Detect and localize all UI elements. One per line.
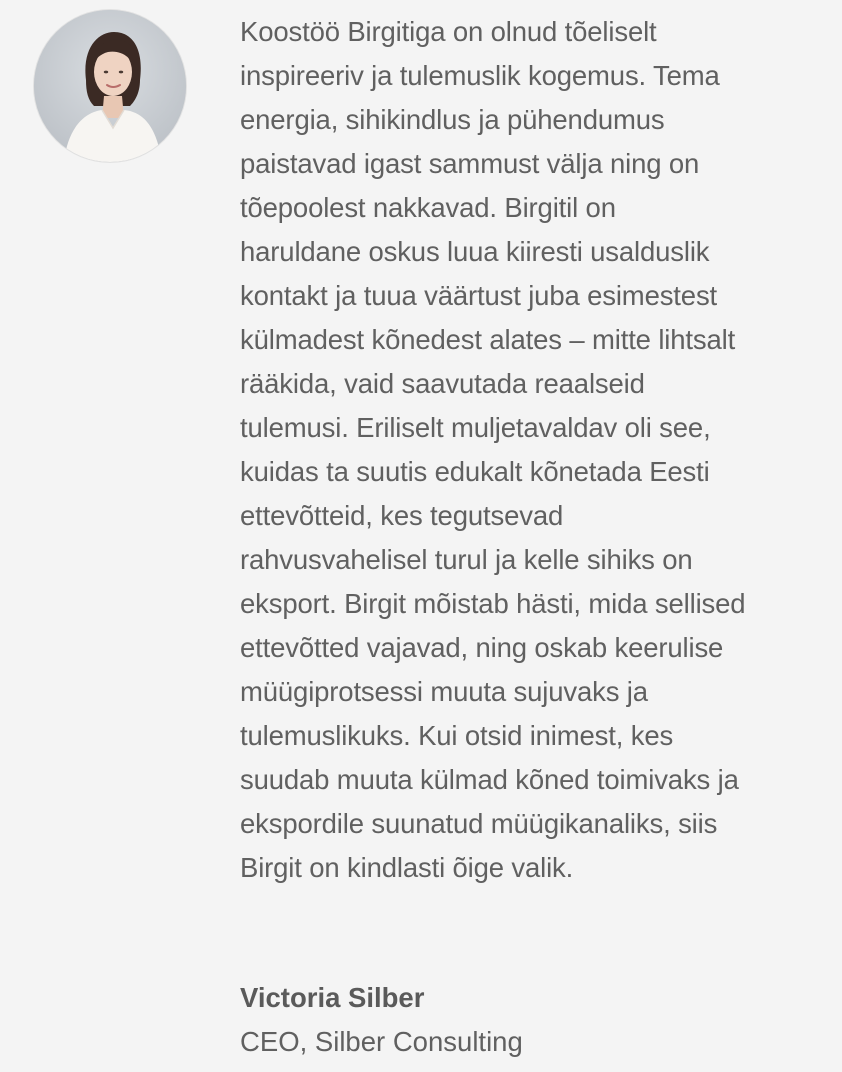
- quote-line: ekspordile suunatud müügikanaliks, siis: [240, 808, 718, 839]
- quote-line: ettevõtteid, kes tegutsevad: [240, 500, 564, 531]
- quote-line: kuidas ta suutis edukalt kõnetada Eesti: [240, 456, 710, 487]
- quote-line: Koostöö Birgitiga on olnud tõeliselt: [240, 16, 657, 47]
- avatar: [34, 10, 186, 162]
- testimonial-quote: [240, 10, 830, 890]
- quote-line: energia, sihikindlus ja pühendumus: [240, 104, 665, 135]
- quote-line: Birgit on kindlasti õige valik.: [240, 852, 574, 883]
- quote-line: külmadest kõnedest alates – mitte lihtsalt: [240, 324, 736, 355]
- quote-line: tulemusi. Eriliselt muljetavaldav oli see,: [240, 412, 711, 443]
- quote-line: tulemuslikuks. Kui otsid inimest, kes: [240, 720, 674, 751]
- quote-line: kontakt ja tuua väärtust juba esimestest: [240, 280, 718, 311]
- quote-line: suudab muuta külmad kõned toimivaks ja: [240, 764, 739, 795]
- quote-line: eksport. Birgit mõistab hästi, mida sellised: [240, 588, 746, 619]
- quote-line: ettevõtted vajavad, ning oskab keerulise: [240, 632, 724, 663]
- author-name: Victoria Silber: [240, 982, 425, 1013]
- person-portrait-icon: [34, 10, 186, 162]
- quote-line: haruldane oskus luua kiiresti usalduslik: [240, 236, 710, 267]
- quote-line: tõepoolest nakkavad. Birgitil on: [240, 192, 616, 223]
- quote-line: paistavad igast sammust välja ning on: [240, 148, 700, 179]
- quote-line: rääkida, vaid saavutada reaalseid: [240, 368, 645, 399]
- quote-line: inspireeriv ja tulemuslik kogemus. Tema: [240, 60, 720, 91]
- quote-line: rahvusvahelisel turul ja kelle sihiks on: [240, 544, 693, 575]
- author-role: CEO, Silber Consulting: [240, 1026, 523, 1057]
- quote-line: müügiprotsessi muuta sujuvaks ja: [240, 676, 648, 707]
